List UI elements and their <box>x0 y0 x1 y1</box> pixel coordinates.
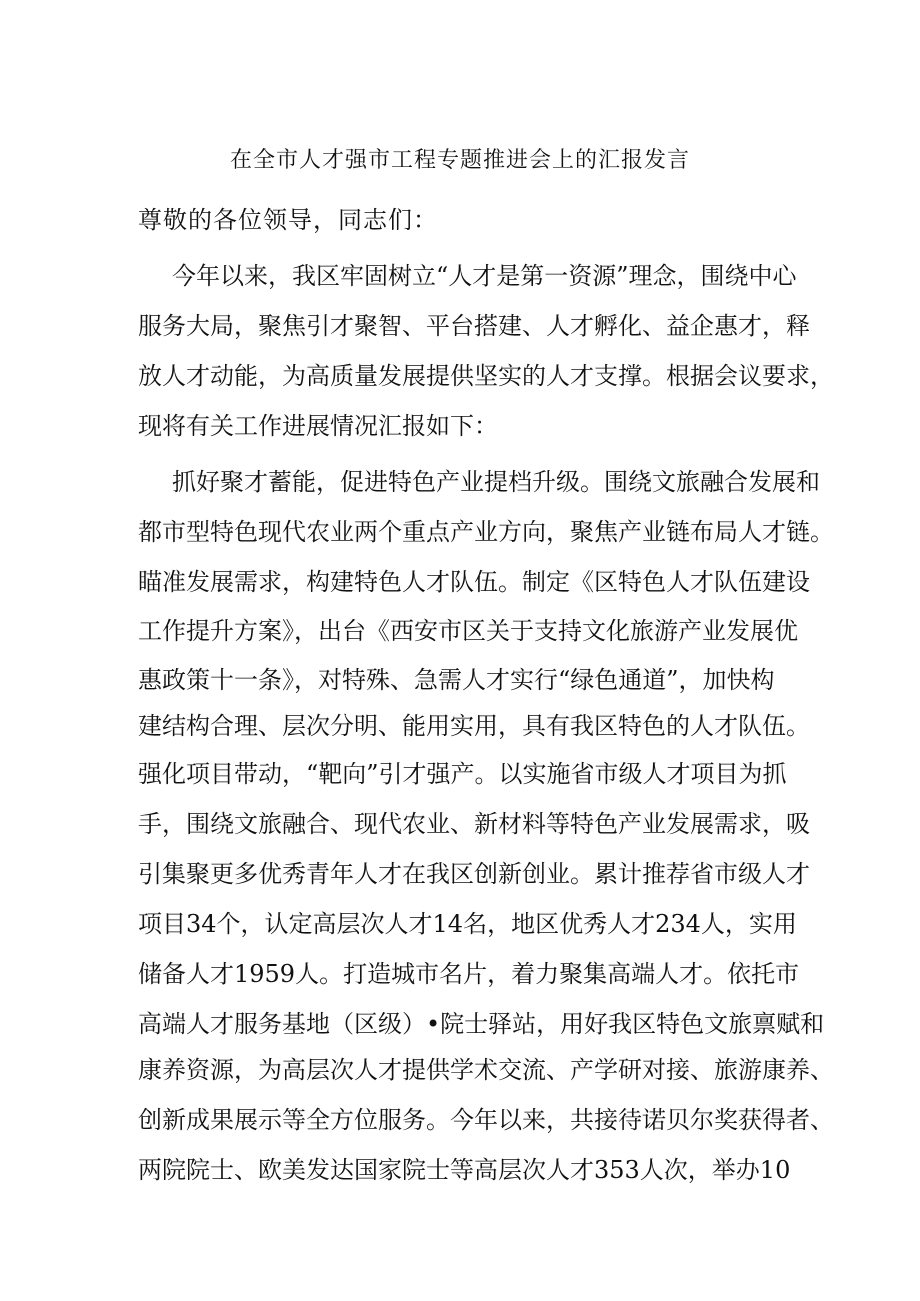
paragraph-line: 创新成果展示等全方位服务。今年以来，共接待诺贝尔奖获得者、 <box>138 1106 834 1134</box>
paragraph-line: 两院院士、欧美发达国家院士等高层次人才353人次，举办10 <box>138 1156 791 1184</box>
paragraph-line: 项目34个，认定高层次人才14名，地区优秀人才234人，实用 <box>138 910 797 938</box>
paragraph-line: 抓好聚才蓄能，促进特色产业提档升级。围绕文旅融合发展和 <box>172 468 820 496</box>
paragraph-line: 服务大局，聚焦引才聚智、平台搭建、人才孵化、益企惠才，释 <box>138 312 810 340</box>
paragraph-line: 高端人才服务基地（区级）•院士驿站，用好我区特色文旅禀赋和 <box>138 1010 825 1038</box>
paragraph-line: 强化项目带动，“靶向”引才强产。以实施省市级人才项目为抓 <box>138 760 787 788</box>
paragraph-line: 放人才动能，为高质量发展提供坚实的人才支撑。根据会议要求， <box>138 362 834 390</box>
paragraph-line: 现将有关工作进展情况汇报如下： <box>138 412 498 440</box>
salutation: 尊敬的各位领导，同志们： <box>138 206 438 234</box>
paragraph-line: 储备人才1959人。打造城市名片，着力聚集高端人才。依托市 <box>138 960 800 988</box>
paragraph-line: 工作提升方案》，出台《西安市区关于支持文化旅游产业发展优 <box>138 617 798 645</box>
paragraph-line: 建结构合理、层次分明、能用实用，具有我区特色的人才队伍。 <box>138 712 810 740</box>
paragraph-line: 瞄准发展需求，构建特色人才队伍。制定《区特色人才队伍建设 <box>138 568 810 596</box>
paragraph-line: 都市型特色现代农业两个重点产业方向，聚焦产业链布局人才链。 <box>138 518 834 546</box>
paragraph-line: 今年以来，我区牢固树立“人才是第一资源”理念，围绕中心 <box>172 262 797 290</box>
paragraph-line: 引集聚更多优秀青年人才在我区创新创业。累计推荐省市级人才 <box>138 860 810 888</box>
paragraph-line: 康养资源，为高层次人才提供学术交流、产学研对接、旅游康养、 <box>138 1056 834 1084</box>
paragraph-line: 惠政策十一条》，对特殊、急需人才实行“绿色通道”，加快构 <box>138 666 775 694</box>
paragraph-line: 手，围绕文旅融合、现代农业、新材料等特色产业发展需求，吸 <box>138 810 810 838</box>
document-title: 在全市人才强市工程专题推进会上的汇报发言 <box>229 148 690 173</box>
